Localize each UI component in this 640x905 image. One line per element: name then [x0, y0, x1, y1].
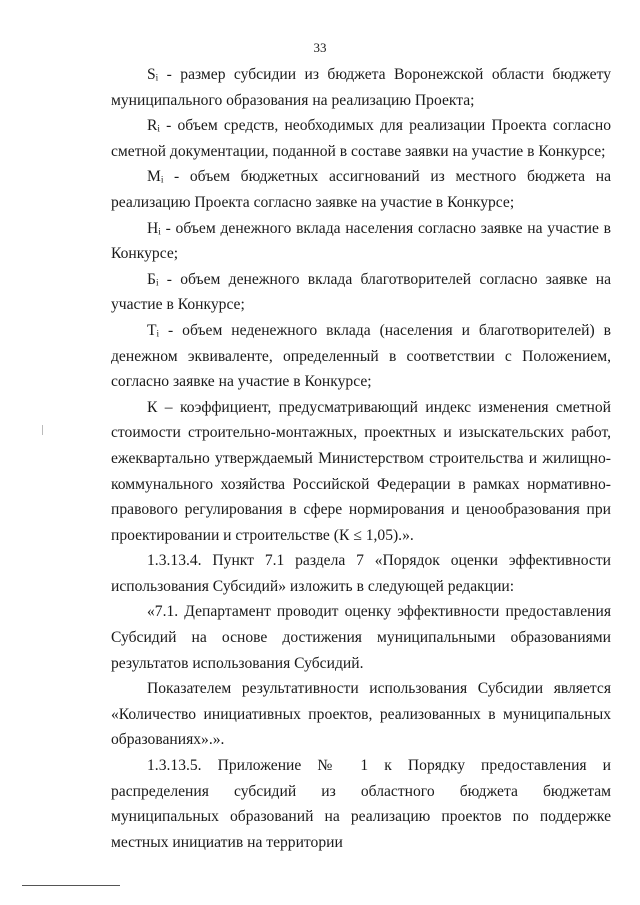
paragraph-m: Мᵢ - объем бюджетных ассигнований из местного бюджета на реализацию Проекта согласно заявке на участие в Конкурсе; — [111, 168, 611, 211]
paragraph-1-3-13-5: 1.3.13.5. Приложение № 1 к Порядку предоставления и распределения субсидий из областного бюджета бюджетам муниципальных образований на реализацию проектов по поддержке местных инициатив на территории — [111, 757, 611, 851]
paragraph-k: К – коэффициент, предусматривающий индекс изменения сметной стоимости строительно-монтажных, проектных и изыскательских работ, ежеквартально утверждаемый Министерством строительства и жилищно-коммунального хозяйства Российской Федерации в рамках нормативно-правового регулирования в сфере нормирования и ценообразования при проектировании и строительстве (К ≤ 1,05).». — [111, 398, 611, 544]
paragraph-indicator: Показателем результативности использования Субсидии является «Количество инициативных проектов, реализованных в муниципальных образованиях».». — [111, 680, 611, 749]
paragraph-n: Нᵢ - объем денежного вклада населения согласно заявке на участие в Конкурсе; — [111, 219, 611, 263]
document-body — [111, 62, 611, 855]
footer-rule — [22, 885, 120, 886]
paragraph-7-1: «7.1. Департамент проводит оценку эффективности предоставления Субсидий на основе достижения муниципальными образованиями результатов использования Субсидий. — [111, 603, 611, 672]
page-number: 33 — [313, 40, 327, 55]
paragraph-r: Rᵢ - объем средств, необходимых для реализации Проекта согласно сметной документации, поданной в составе заявки на участие в Конкурсе; — [111, 117, 611, 160]
paragraph-b: Бᵢ - объем денежного вклада благотворителей согласно заявке на участие в Конкурсе; — [111, 270, 611, 314]
paragraph-s: Sᵢ - размер субсидии из бюджета Воронежской области бюджету муниципального образования на реализацию Проекта; — [111, 66, 611, 109]
paragraph-t: Тᵢ - объем неденежного вклада (населения и благотворителей) в денежном эквиваленте, определенный в соответствии с Положением, согласно заявке на участие в Конкурсе; — [111, 321, 611, 391]
margin-mark — [42, 425, 43, 435]
paragraph-1-3-13-4: 1.3.13.4. Пункт 7.1 раздела 7 «Порядок оценки эффективности использования Субсидий» изложить в следующей редакции: — [111, 552, 611, 595]
